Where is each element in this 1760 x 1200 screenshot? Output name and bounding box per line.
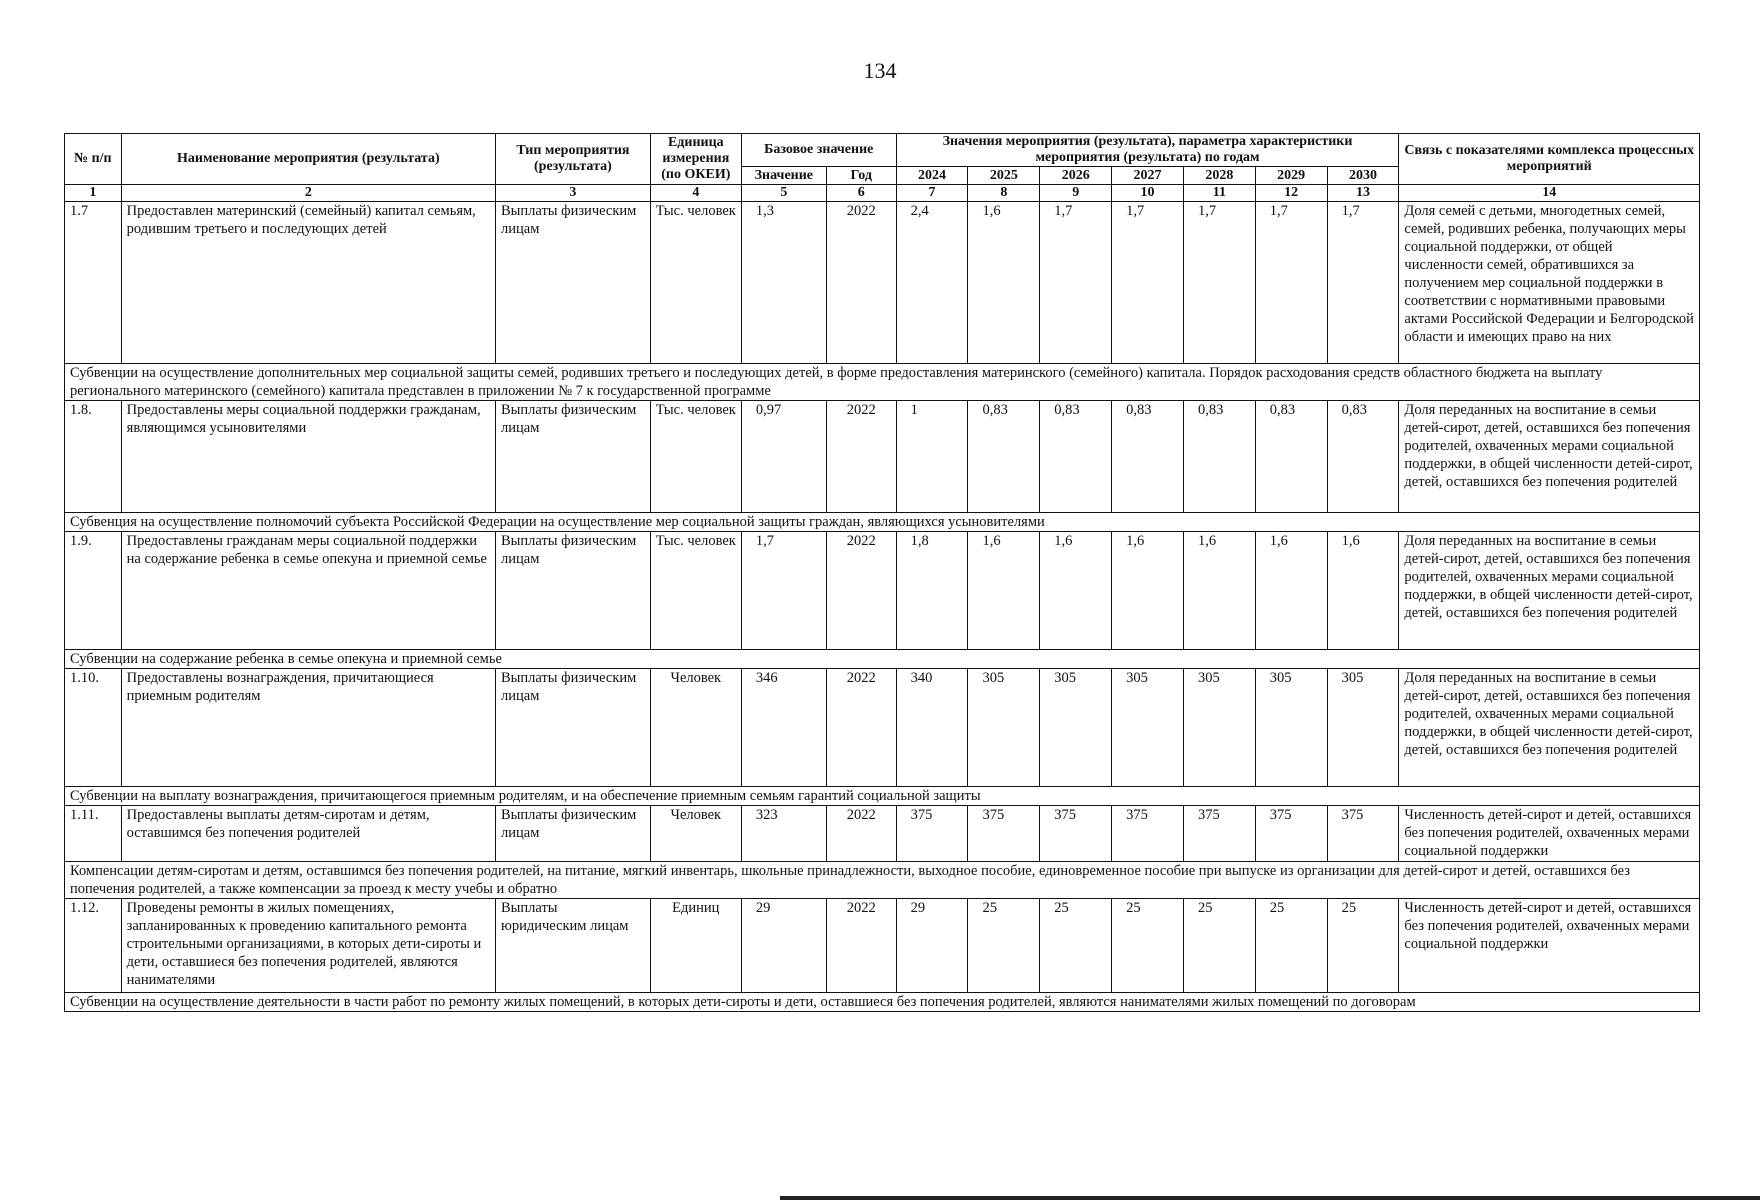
row-link: Доля переданных на воспитание в семьи детей-сирот, детей, оставшихся без попечения родителей, охваченных мерами социальной поддержки, в общей численности детей-сирот, детей, оставшихся без попечения родителей bbox=[1399, 401, 1700, 513]
table-note-row bbox=[65, 364, 1700, 401]
table-note-row bbox=[65, 993, 1700, 1012]
column-number: 9 bbox=[1040, 185, 1112, 202]
page-number: 134 bbox=[863, 58, 897, 83]
row-year-value: 1,7 bbox=[1183, 202, 1255, 364]
row-year-value: 1,8 bbox=[896, 532, 968, 650]
row-year-value: 1,6 bbox=[1183, 532, 1255, 650]
header-base-year: Год bbox=[826, 167, 896, 185]
header-year: 2024 bbox=[896, 167, 968, 185]
header-year: 2025 bbox=[968, 167, 1040, 185]
header-num: № п/п bbox=[65, 134, 122, 185]
row-year-value: 25 bbox=[1183, 899, 1255, 993]
row-year-value: 2,4 bbox=[896, 202, 968, 364]
row-base-value: 0,97 bbox=[741, 401, 826, 513]
header-name: Наименование мероприятия (результата) bbox=[121, 134, 495, 185]
column-number: 5 bbox=[741, 185, 826, 202]
row-base-value: 29 bbox=[741, 899, 826, 993]
row-year-value: 305 bbox=[1112, 669, 1184, 787]
row-year-value: 0,83 bbox=[1112, 401, 1184, 513]
row-year-value: 1,7 bbox=[1040, 202, 1112, 364]
row-num: 1.11. bbox=[65, 806, 122, 862]
row-year-value: 1,6 bbox=[1255, 532, 1327, 650]
row-num: 1.9. bbox=[65, 532, 122, 650]
row-num: 1.12. bbox=[65, 899, 122, 993]
column-number: 7 bbox=[896, 185, 968, 202]
row-year-value: 1,6 bbox=[968, 532, 1040, 650]
column-number: 3 bbox=[496, 185, 651, 202]
header-unit: Единица измерения (по ОКЕИ) bbox=[650, 134, 741, 185]
row-name: Предоставлены меры социальной поддержки гражданам, являющимся усыновителями bbox=[121, 401, 495, 513]
header-year: 2028 bbox=[1183, 167, 1255, 185]
table-note-row bbox=[65, 513, 1700, 532]
row-num: 1.7 bbox=[65, 202, 122, 364]
row-note: Субвенции на выплату вознаграждения, причитающегося приемным родителям, и на обеспечение приемным семьям гарантий социальной защиты bbox=[65, 787, 1700, 806]
row-type: Выплаты юридическим лицам bbox=[496, 899, 651, 993]
row-link: Численность детей-сирот и детей, оставшихся без попечения родителей, охваченных мерами социальной поддержки bbox=[1399, 899, 1700, 993]
row-year-value: 375 bbox=[1255, 806, 1327, 862]
table-note-row bbox=[65, 650, 1700, 669]
row-note: Субвенции на осуществление деятельности в части работ по ремонту жилых помещений, в которых дети-сироты и дети, оставшиеся без попечения родителей, являются нанимателями жилых помещений по договорам bbox=[65, 993, 1700, 1012]
scan-edge-line bbox=[780, 1196, 1760, 1200]
row-year-value: 1 bbox=[896, 401, 968, 513]
table-row bbox=[65, 202, 1700, 364]
header-type: Тип мероприятия (результата) bbox=[496, 134, 651, 185]
row-unit: Тыс. человек bbox=[650, 401, 741, 513]
column-number: 13 bbox=[1327, 185, 1399, 202]
row-year-value: 0,83 bbox=[968, 401, 1040, 513]
row-year-value: 1,6 bbox=[968, 202, 1040, 364]
row-year-value: 25 bbox=[1327, 899, 1399, 993]
row-year-value: 305 bbox=[1040, 669, 1112, 787]
row-base-year: 2022 bbox=[826, 899, 896, 993]
table-row bbox=[65, 532, 1700, 650]
row-year-value: 1,7 bbox=[1327, 202, 1399, 364]
row-base-year: 2022 bbox=[826, 202, 896, 364]
header-year: 2026 bbox=[1040, 167, 1112, 185]
row-base-value: 1,3 bbox=[741, 202, 826, 364]
row-link: Доля переданных на воспитание в семьи детей-сирот, детей, оставшихся без попечения родителей, охваченных мерами социальной поддержки, в общей численности детей-сирот, детей, оставшихся без попечения родителей bbox=[1399, 669, 1700, 787]
row-year-value: 375 bbox=[1183, 806, 1255, 862]
table-note-row bbox=[65, 787, 1700, 806]
row-year-value: 0,83 bbox=[1327, 401, 1399, 513]
row-link: Доля переданных на воспитание в семьи детей-сирот, детей, оставшихся без попечения родителей, охваченных мерами социальной поддержки, в общей численности детей-сирот, детей, оставшихся без попечения родителей bbox=[1399, 532, 1700, 650]
row-type: Выплаты физическим лицам bbox=[496, 202, 651, 364]
row-year-value: 375 bbox=[1040, 806, 1112, 862]
table-row bbox=[65, 899, 1700, 993]
column-number: 10 bbox=[1112, 185, 1184, 202]
row-base-year: 2022 bbox=[826, 806, 896, 862]
row-year-value: 375 bbox=[1327, 806, 1399, 862]
row-year-value: 0,83 bbox=[1183, 401, 1255, 513]
column-number: 1 bbox=[65, 185, 122, 202]
row-year-value: 25 bbox=[1255, 899, 1327, 993]
column-number: 6 bbox=[826, 185, 896, 202]
row-name: Проведены ремонты в жилых помещениях, запланированных к проведению капитального ремонта строительными организациями, в которых дети-сироты и дети, оставшиеся без попечения родителей, являются нанимателями bbox=[121, 899, 495, 993]
row-name: Предоставлен материнский (семейный) капитал семьям, родившим третьего и последующих детей bbox=[121, 202, 495, 364]
row-year-value: 25 bbox=[968, 899, 1040, 993]
header-base: Базовое значение bbox=[741, 134, 896, 167]
row-year-value: 1,7 bbox=[1112, 202, 1184, 364]
row-unit: Единиц bbox=[650, 899, 741, 993]
row-type: Выплаты физическим лицам bbox=[496, 401, 651, 513]
row-year-value: 1,6 bbox=[1112, 532, 1184, 650]
row-year-value: 305 bbox=[1327, 669, 1399, 787]
row-unit: Тыс. человек bbox=[650, 202, 741, 364]
row-unit: Человек bbox=[650, 806, 741, 862]
row-year-value: 305 bbox=[1255, 669, 1327, 787]
row-link: Численность детей-сирот и детей, оставшихся без попечения родителей, охваченных мерами социальной поддержки bbox=[1399, 806, 1700, 862]
header-base-value: Значение bbox=[741, 167, 826, 185]
row-note: Субвенции на осуществление дополнительных мер социальной защиты семей, родивших третьего и последующих детей, в форме предоставления материнского (семейного) капитала. Порядок расходования средств областного бюджета на выплату регионального материнского (семейного) капитала представлен в приложении № 7 к государственной программе bbox=[65, 364, 1700, 401]
column-number: 2 bbox=[121, 185, 495, 202]
row-type: Выплаты физическим лицам bbox=[496, 532, 651, 650]
row-year-value: 29 bbox=[896, 899, 968, 993]
row-name: Предоставлены выплаты детям-сиротам и детям, оставшимся без попечения родителей bbox=[121, 806, 495, 862]
row-type: Выплаты физическим лицам bbox=[496, 669, 651, 787]
row-note: Компенсации детям-сиротам и детям, оставшимся без попечения родителей, на питание, мягкий инвентарь, школьные принадлежности, выходное пособие, единовременное пособие при выпуске из организации для детей-сирот и детей, оставшихся без попечения родителей, а также компенсации за проезд к месту учебы и обратно bbox=[65, 862, 1700, 899]
row-year-value: 0,83 bbox=[1255, 401, 1327, 513]
column-number: 8 bbox=[968, 185, 1040, 202]
row-base-value: 346 bbox=[741, 669, 826, 787]
header-values: Значения мероприятия (результата), параметра характеристики мероприятия (результата) по годам bbox=[896, 134, 1399, 167]
row-year-value: 25 bbox=[1040, 899, 1112, 993]
header-year: 2027 bbox=[1112, 167, 1184, 185]
row-link: Доля семей с детьми, многодетных семей, семей, родивших ребенка, получающих меры социальной поддержки, от общей численности семей, обратившихся за получением мер социальной поддержки в соответствии с нормативными правовыми актами Российской Федерации и Белгородской области и имеющих право на них bbox=[1399, 202, 1700, 364]
table-note-row bbox=[65, 862, 1700, 899]
row-year-value: 375 bbox=[968, 806, 1040, 862]
row-year-value: 1,6 bbox=[1327, 532, 1399, 650]
row-year-value: 25 bbox=[1112, 899, 1184, 993]
row-base-value: 323 bbox=[741, 806, 826, 862]
row-type: Выплаты физическим лицам bbox=[496, 806, 651, 862]
row-name: Предоставлены вознаграждения, причитающиеся приемным родителям bbox=[121, 669, 495, 787]
column-number: 4 bbox=[650, 185, 741, 202]
header-year: 2029 bbox=[1255, 167, 1327, 185]
table-row bbox=[65, 806, 1700, 862]
row-base-value: 1,7 bbox=[741, 532, 826, 650]
row-year-value: 375 bbox=[1112, 806, 1184, 862]
row-year-value: 1,6 bbox=[1040, 532, 1112, 650]
row-year-value: 305 bbox=[968, 669, 1040, 787]
table-row bbox=[65, 669, 1700, 787]
row-year-value: 340 bbox=[896, 669, 968, 787]
row-num: 1.10. bbox=[65, 669, 122, 787]
row-note: Субвенции на содержание ребенка в семье опекуна и приемной семье bbox=[65, 650, 1700, 669]
row-note: Субвенция на осуществление полномочий субъекта Российской Федерации на осуществление мер социальной защиты граждан, являющихся усыновителями bbox=[65, 513, 1700, 532]
row-year-value: 1,7 bbox=[1255, 202, 1327, 364]
column-number: 11 bbox=[1183, 185, 1255, 202]
row-num: 1.8. bbox=[65, 401, 122, 513]
row-year-value: 375 bbox=[896, 806, 968, 862]
row-year-value: 305 bbox=[1183, 669, 1255, 787]
measures-table bbox=[64, 133, 1700, 1012]
column-number: 12 bbox=[1255, 185, 1327, 202]
header-year: 2030 bbox=[1327, 167, 1399, 185]
row-base-year: 2022 bbox=[826, 401, 896, 513]
row-base-year: 2022 bbox=[826, 532, 896, 650]
row-unit: Тыс. человек bbox=[650, 532, 741, 650]
header-link: Связь с показателями комплекса процессных мероприятий bbox=[1399, 134, 1700, 185]
row-unit: Человек bbox=[650, 669, 741, 787]
table-row bbox=[65, 401, 1700, 513]
column-number: 14 bbox=[1399, 185, 1700, 202]
row-year-value: 0,83 bbox=[1040, 401, 1112, 513]
row-name: Предоставлены гражданам меры социальной поддержки на содержание ребенка в семье опекуна и приемной семье bbox=[121, 532, 495, 650]
row-base-year: 2022 bbox=[826, 669, 896, 787]
